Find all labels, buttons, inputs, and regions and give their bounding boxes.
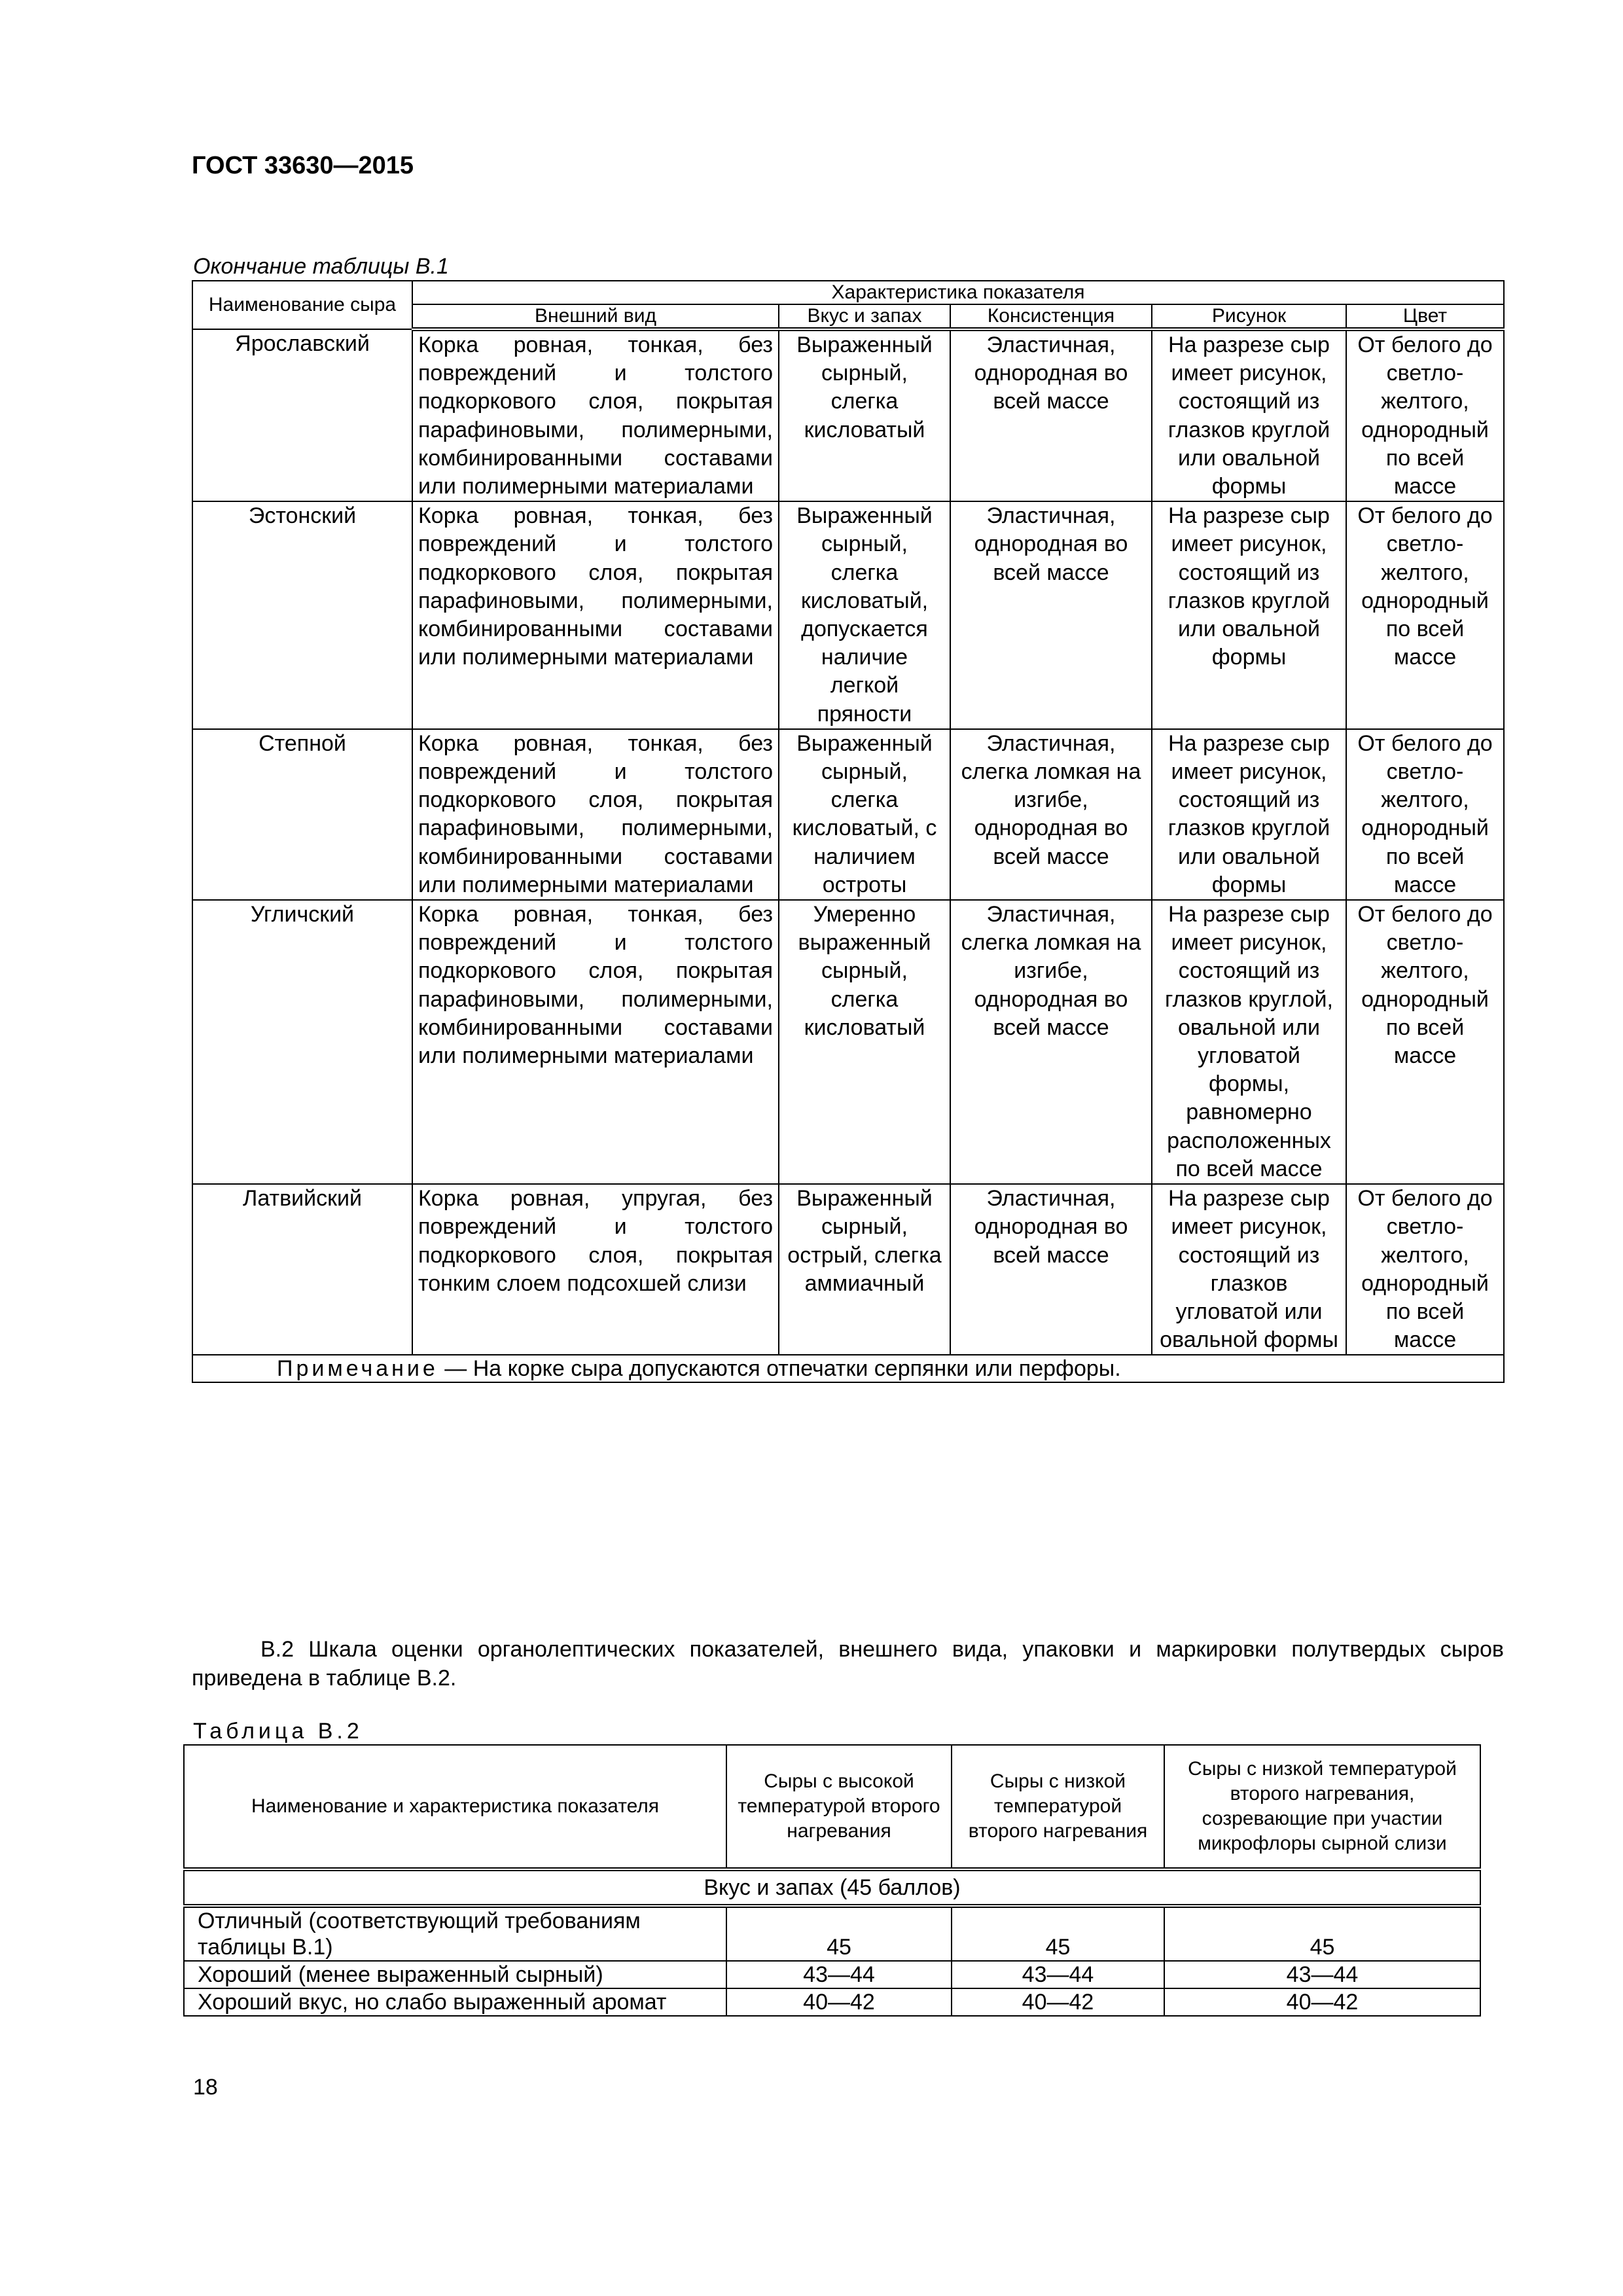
pattern-cell: На разрезе сыр имеет рисунок, состоящий из глазков круглой или овальной формы [1152,729,1346,900]
appearance-cell: Корка ровная, упругая, без повреждений и толстого подкоркового слоя, покрытая тонким слоем подсохшей слизи [412,1184,779,1355]
header-cheese-name: Наименование сыра [192,281,412,329]
score-value: 40—42 [1164,1988,1480,2016]
cheese-name: Латвийский [192,1184,412,1355]
table-note-row [192,1355,1504,1382]
color-cell: От белого до светло-желтого, однородный по всей массе [1346,1184,1504,1355]
score-value: 43—44 [1164,1961,1480,1988]
header-color: Цвет [1346,304,1504,329]
cheese-name: Степной [192,729,412,900]
texture-cell: Эластичная, слегка ломкая на изгибе, однородная во всей массе [950,900,1152,1184]
texture-cell: Эластичная, однородная во всей массе [950,1184,1152,1355]
taste-cell: Умеренно выраженный сырный, слегка кисловатый [779,900,950,1184]
score-value: 45 [1164,1906,1480,1961]
table-b2 [183,1744,1481,2017]
pattern-cell: На разрезе сыр имеет рисунок, состоящий из глазков угловатой или овальной формы [1152,1184,1346,1355]
section-taste-smell: Вкус и запах (45 баллов) [184,1869,1480,1906]
header-characteristic: Характеристика показателя [412,281,1504,304]
note-text: — На корке сыра допускаются отпечатки серпянки или перфоры. [438,1356,1121,1382]
table-row [192,900,1504,1184]
pattern-cell: На разрезе сыр имеет рисунок, состоящий из глазков круглой или овальной формы [1152,329,1346,501]
texture-cell: Эластичная, однородная во всей массе [950,329,1152,501]
cheese-name: Эстонский [192,501,412,729]
score-value: 40—42 [952,1988,1164,2016]
cheese-name: Ярославский [192,329,412,501]
table-row [192,501,1504,729]
color-cell: От белого до светло-желтого, однородный по всей массе [1346,900,1504,1184]
score-value: 45 [726,1906,952,1961]
header-high-temp: Сыры с высокой температурой второго нагревания [726,1745,952,1869]
score-label: Хороший (менее выраженный сырный) [184,1961,726,1988]
table-row [184,1906,1480,1961]
page-number: 18 [193,2075,218,2100]
paragraph-b2: В.2 Шкала оценки органолептических показателей, внешнего вида, упаковки и маркировки полутвердых сыров приведена в таблице В.2. [192,1637,1504,1691]
header-texture: Консистенция [950,304,1152,329]
pattern-cell: На разрезе сыр имеет рисунок, состоящий из глазков круглой, овальной или угловатой формы, равномерно расположенных по всей массе [1152,900,1346,1184]
table2-caption: Таблица В.2 [193,1719,363,1744]
table-note [192,1355,1504,1382]
texture-cell: Эластичная, слегка ломкая на изгибе, однородная во всей массе [950,729,1152,900]
cheese-name: Угличский [192,900,412,1184]
header-low-temp: Сыры с низкой температурой второго нагревания [952,1745,1164,1869]
appearance-cell: Корка ровная, тонкая, без повреждений и толстого подкоркового слоя, покрытая парафиновыми, полимерными, комбинированными составами или полимерными материалами [412,900,779,1184]
table-row [184,1988,1480,2016]
header-pattern: Рисунок [1152,304,1346,329]
texture-cell: Эластичная, однородная во всей массе [950,501,1152,729]
appearance-cell: Корка ровная, тонкая, без повреждений и толстого подкоркового слоя, покрытая парафиновыми, полимерными, комбинированными составами или полимерными материалами [412,329,779,501]
table-row [192,729,1504,900]
score-label: Отличный (соответствующий требованиям таблицы В.1) [184,1906,726,1961]
color-cell: От белого до светло-желтого, однородный по всей массе [1346,329,1504,501]
table-row [192,329,1504,501]
header-low-temp-smear: Сыры с низкой температурой второго нагревания, созревающие при участии микрофлоры сырной слизи [1164,1745,1480,1869]
table-row [184,1961,1480,1988]
header-appearance: Внешний вид [412,304,779,329]
header-indicator: Наименование и характеристика показателя [184,1745,726,1869]
taste-cell: Выраженный сырный, слегка кисловатый, с наличием остроты [779,729,950,900]
score-value: 43—44 [952,1961,1164,1988]
score-value: 45 [952,1906,1164,1961]
table-row [192,1184,1504,1355]
score-label: Хороший вкус, но слабо выраженный аромат [184,1988,726,2016]
score-value: 40—42 [726,1988,952,2016]
appearance-cell: Корка ровная, тонкая, без повреждений и толстого подкоркового слоя, покрытая парафиновыми, полимерными, комбинированными составами или полимерными материалами [412,501,779,729]
taste-cell: Выраженный сырный, слегка кисловатый [779,329,950,501]
taste-cell: Выраженный сырный, острый, слегка аммиачный [779,1184,950,1355]
document-code: ГОСТ 33630—2015 [192,152,414,179]
table1-caption: Окончание таблицы В.1 [193,254,449,279]
appearance-cell: Корка ровная, тонкая, без повреждений и толстого подкоркового слоя, покрытая парафиновыми, полимерными, комбинированными составами или полимерными материалами [412,729,779,900]
header-taste: Вкус и запах [779,304,950,329]
score-value: 43—44 [726,1961,952,1988]
table-b1-continued [192,280,1505,1383]
pattern-cell: На разрезе сыр имеет рисунок, состоящий из глазков круглой или овальной формы [1152,501,1346,729]
note-label: Примечание [277,1356,438,1382]
taste-cell: Выраженный сырный, слегка кисловатый, допускается наличие легкой пряности [779,501,950,729]
color-cell: От белого до светло-желтого, однородный по всей массе [1346,729,1504,900]
color-cell: От белого до светло-желтого, однородный по всей массе [1346,501,1504,729]
